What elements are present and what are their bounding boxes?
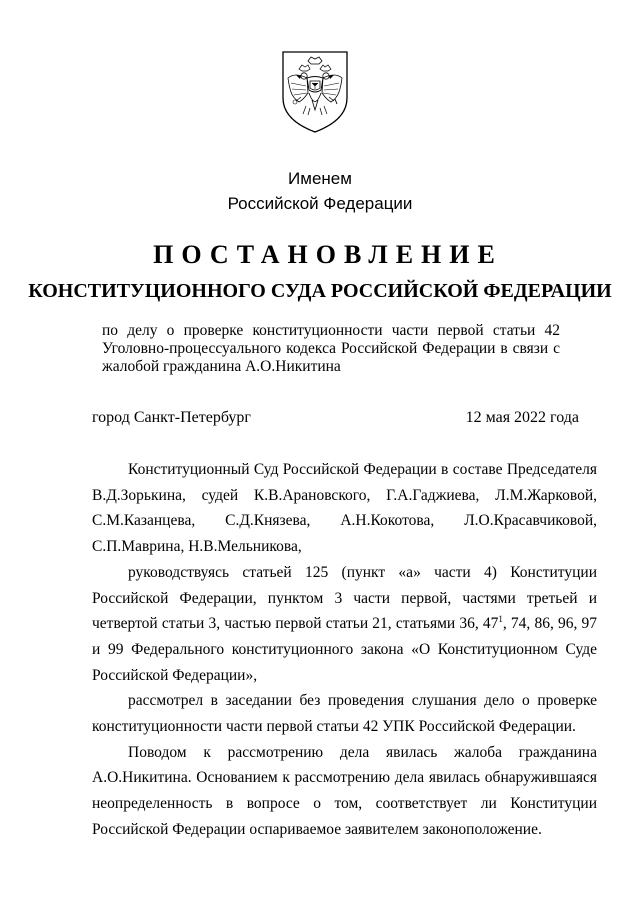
place: город Санкт-Петербург — [92, 409, 251, 426]
guided-by-paragraph — [92, 560, 597, 689]
date: 12 мая 2022 года — [465, 409, 579, 426]
court-name: КОНСТИТУЦИОННОГО СУДА РОССИЙСКОЙ ФЕДЕРАЦИИ — [28, 280, 612, 302]
guided-by-text-1: руководствуясь статьей 125 (пункт «а» части 4) Конституции Российской Федерации, пунктом 3 части первой, частями третьей и четвертой статьи 3, частью первой статьи 21, статьями 36, 47 — [92, 563, 597, 633]
header-federation: Российской Федерации — [227, 194, 413, 213]
case-subject: по делу о проверке конституционности части первой статьи 42 Уголовно-процессуального кодекса Российской Федерации в связи с жалобой гражданина А.О.Никитина — [102, 322, 560, 375]
russian-double-headed-eagle-icon — [277, 48, 353, 134]
guided-by-text-2: , 74, 86, 96, 97 и 99 Федерального конституционного закона «О Конституционном Суде Российской Федерации», — [92, 615, 597, 684]
document-title: ПОСТАНОВЛЕНИЕ — [153, 240, 503, 269]
document-body — [92, 457, 597, 843]
header-in-the-name: Именем — [288, 169, 352, 188]
superscript-1: 1 — [498, 614, 503, 625]
composition-intro-paragraph: Конституционный Суд Российской Федерации в составе Председателя — [128, 461, 597, 478]
considered-paragraph: рассмотрел в заседании без проведения слушания дело о проверке конституционности части первой статьи 42 УПК Российской Федерации. — [92, 692, 597, 736]
composition-judges-paragraph: В.Д.Зорькина, судей К.В.Арановского, Г.А.Гаджиева, Л.М.Жарковой, С.М.Казанцева, С.Д.Князева, А.Н.Кокотова, Л.О.Красавчиковой, С.П.Маврина, Н.В.Мельникова, — [92, 486, 597, 556]
grounds-paragraph: Поводом к рассмотрению дела явилась жалоба гражданина А.О.Никитина. Основанием к рассмотрению дела явилась обнаружившаяся неопределенность в вопросе о том, соответствует ли Конституции Российской Федерации оспариваемое заявителем законоположение. — [92, 743, 597, 838]
